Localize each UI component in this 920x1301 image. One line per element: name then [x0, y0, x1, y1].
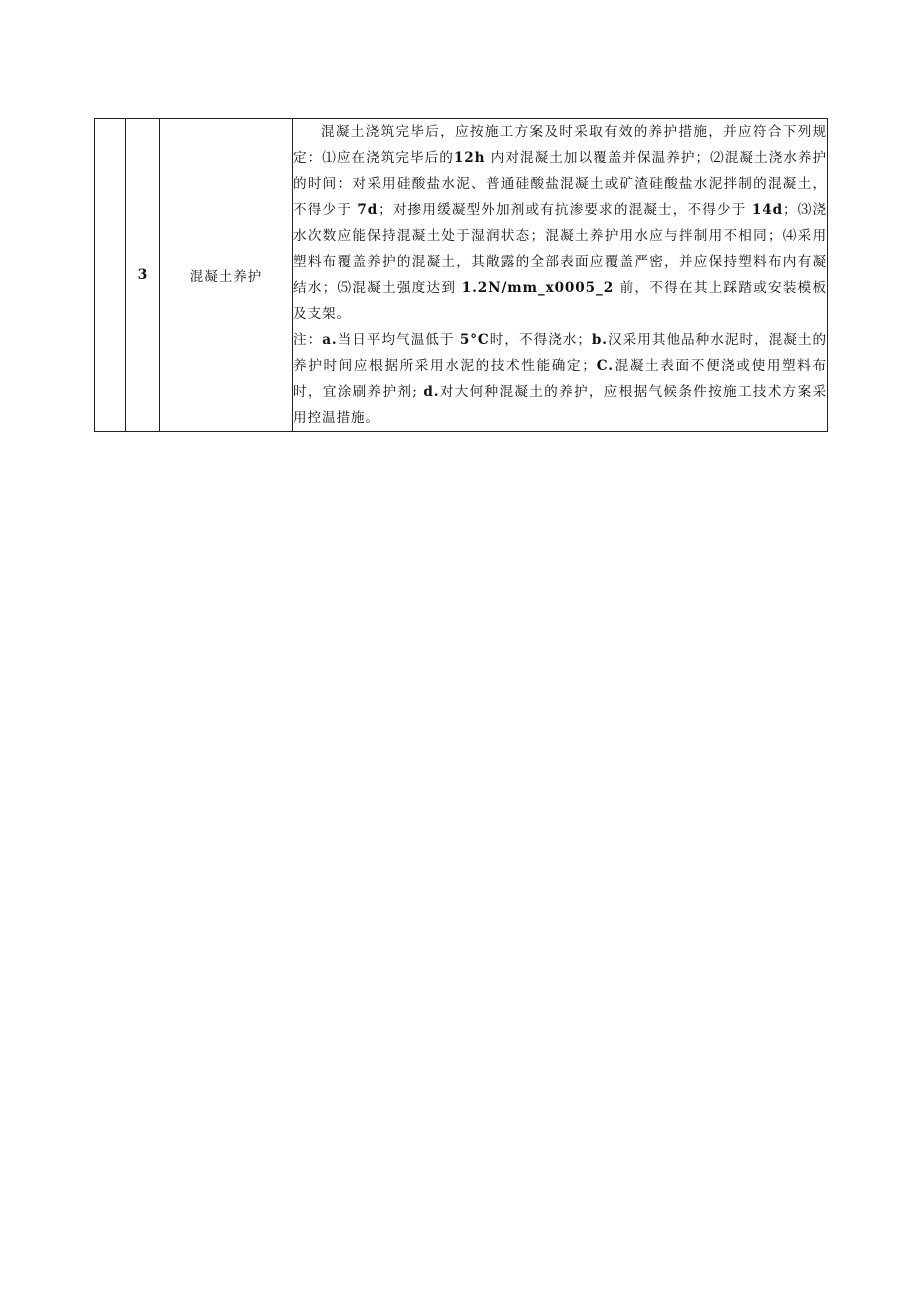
text-segment: 前，不得在其上踩踏或安装模板及支架。 [293, 280, 827, 322]
value-14d: 14d [751, 202, 784, 218]
note-marker-d: d. [423, 384, 440, 400]
note-text [293, 327, 827, 431]
requirement-cell [293, 119, 828, 432]
text-segment: 时，不得浇水； [489, 332, 592, 348]
value-strength: 1.2N/mm_x0005_2 [461, 280, 615, 296]
value-7d: 7d [357, 202, 379, 218]
value-12h: 12h [453, 150, 486, 166]
text-segment: ；对掺用缓凝型外加剂或有抗渗要求的混凝士，不得少于 [378, 202, 752, 218]
row-number: 3 [126, 119, 160, 432]
text-segment: 汉采用其他品种水泥时，混凝土的养护时间应根据所采用水泥的技术性能确定； [293, 332, 827, 374]
text-segment: 对大何种混凝土的养护，应根据气候条件按施工技术方案采用控温措施。 [293, 384, 827, 426]
text-segment: 当日平均气温低于 [337, 332, 460, 348]
note-marker-b: b. [591, 332, 608, 348]
table-row [95, 119, 828, 432]
requirement-text [293, 119, 827, 327]
text-segment: 混凝土浇筑完毕后，应按施工方案及时采取有效的养护措施，并应符合下列规定：⑴应在浇筑完毕后的 [293, 124, 827, 166]
text-segment: 内对混凝土加以覆盖并保温养护；⑵混凝土浇水养护的时间：对采用硅酸盐水泥、普通硅酸盐混凝土或矿渣硅酸盐水泥拌制的混凝土，不得少于 [293, 150, 828, 218]
item-name: 混凝土养护 [160, 119, 293, 432]
blank-cell [95, 119, 126, 432]
construction-spec-table [94, 118, 828, 432]
text-segment: ；⑶浇水次数应能保持混凝土处于湿润状态；混凝土养护用水应与拌制用不相同；⑷采用塑料布覆盖养护的混凝土，其敞露的全部表面应覆盖严密，并应保持塑料布内有凝结水；⑸混凝土强度达到 [293, 202, 827, 296]
text-segment: 混凝土表面不便浇或使用塑料布时，宜涂刷养护剂; [293, 358, 828, 400]
value-temperature: 5°C [459, 332, 490, 348]
note-marker-a: a. [322, 332, 338, 348]
note-marker-c: C. [596, 358, 614, 374]
note-label: 注： [293, 332, 323, 348]
